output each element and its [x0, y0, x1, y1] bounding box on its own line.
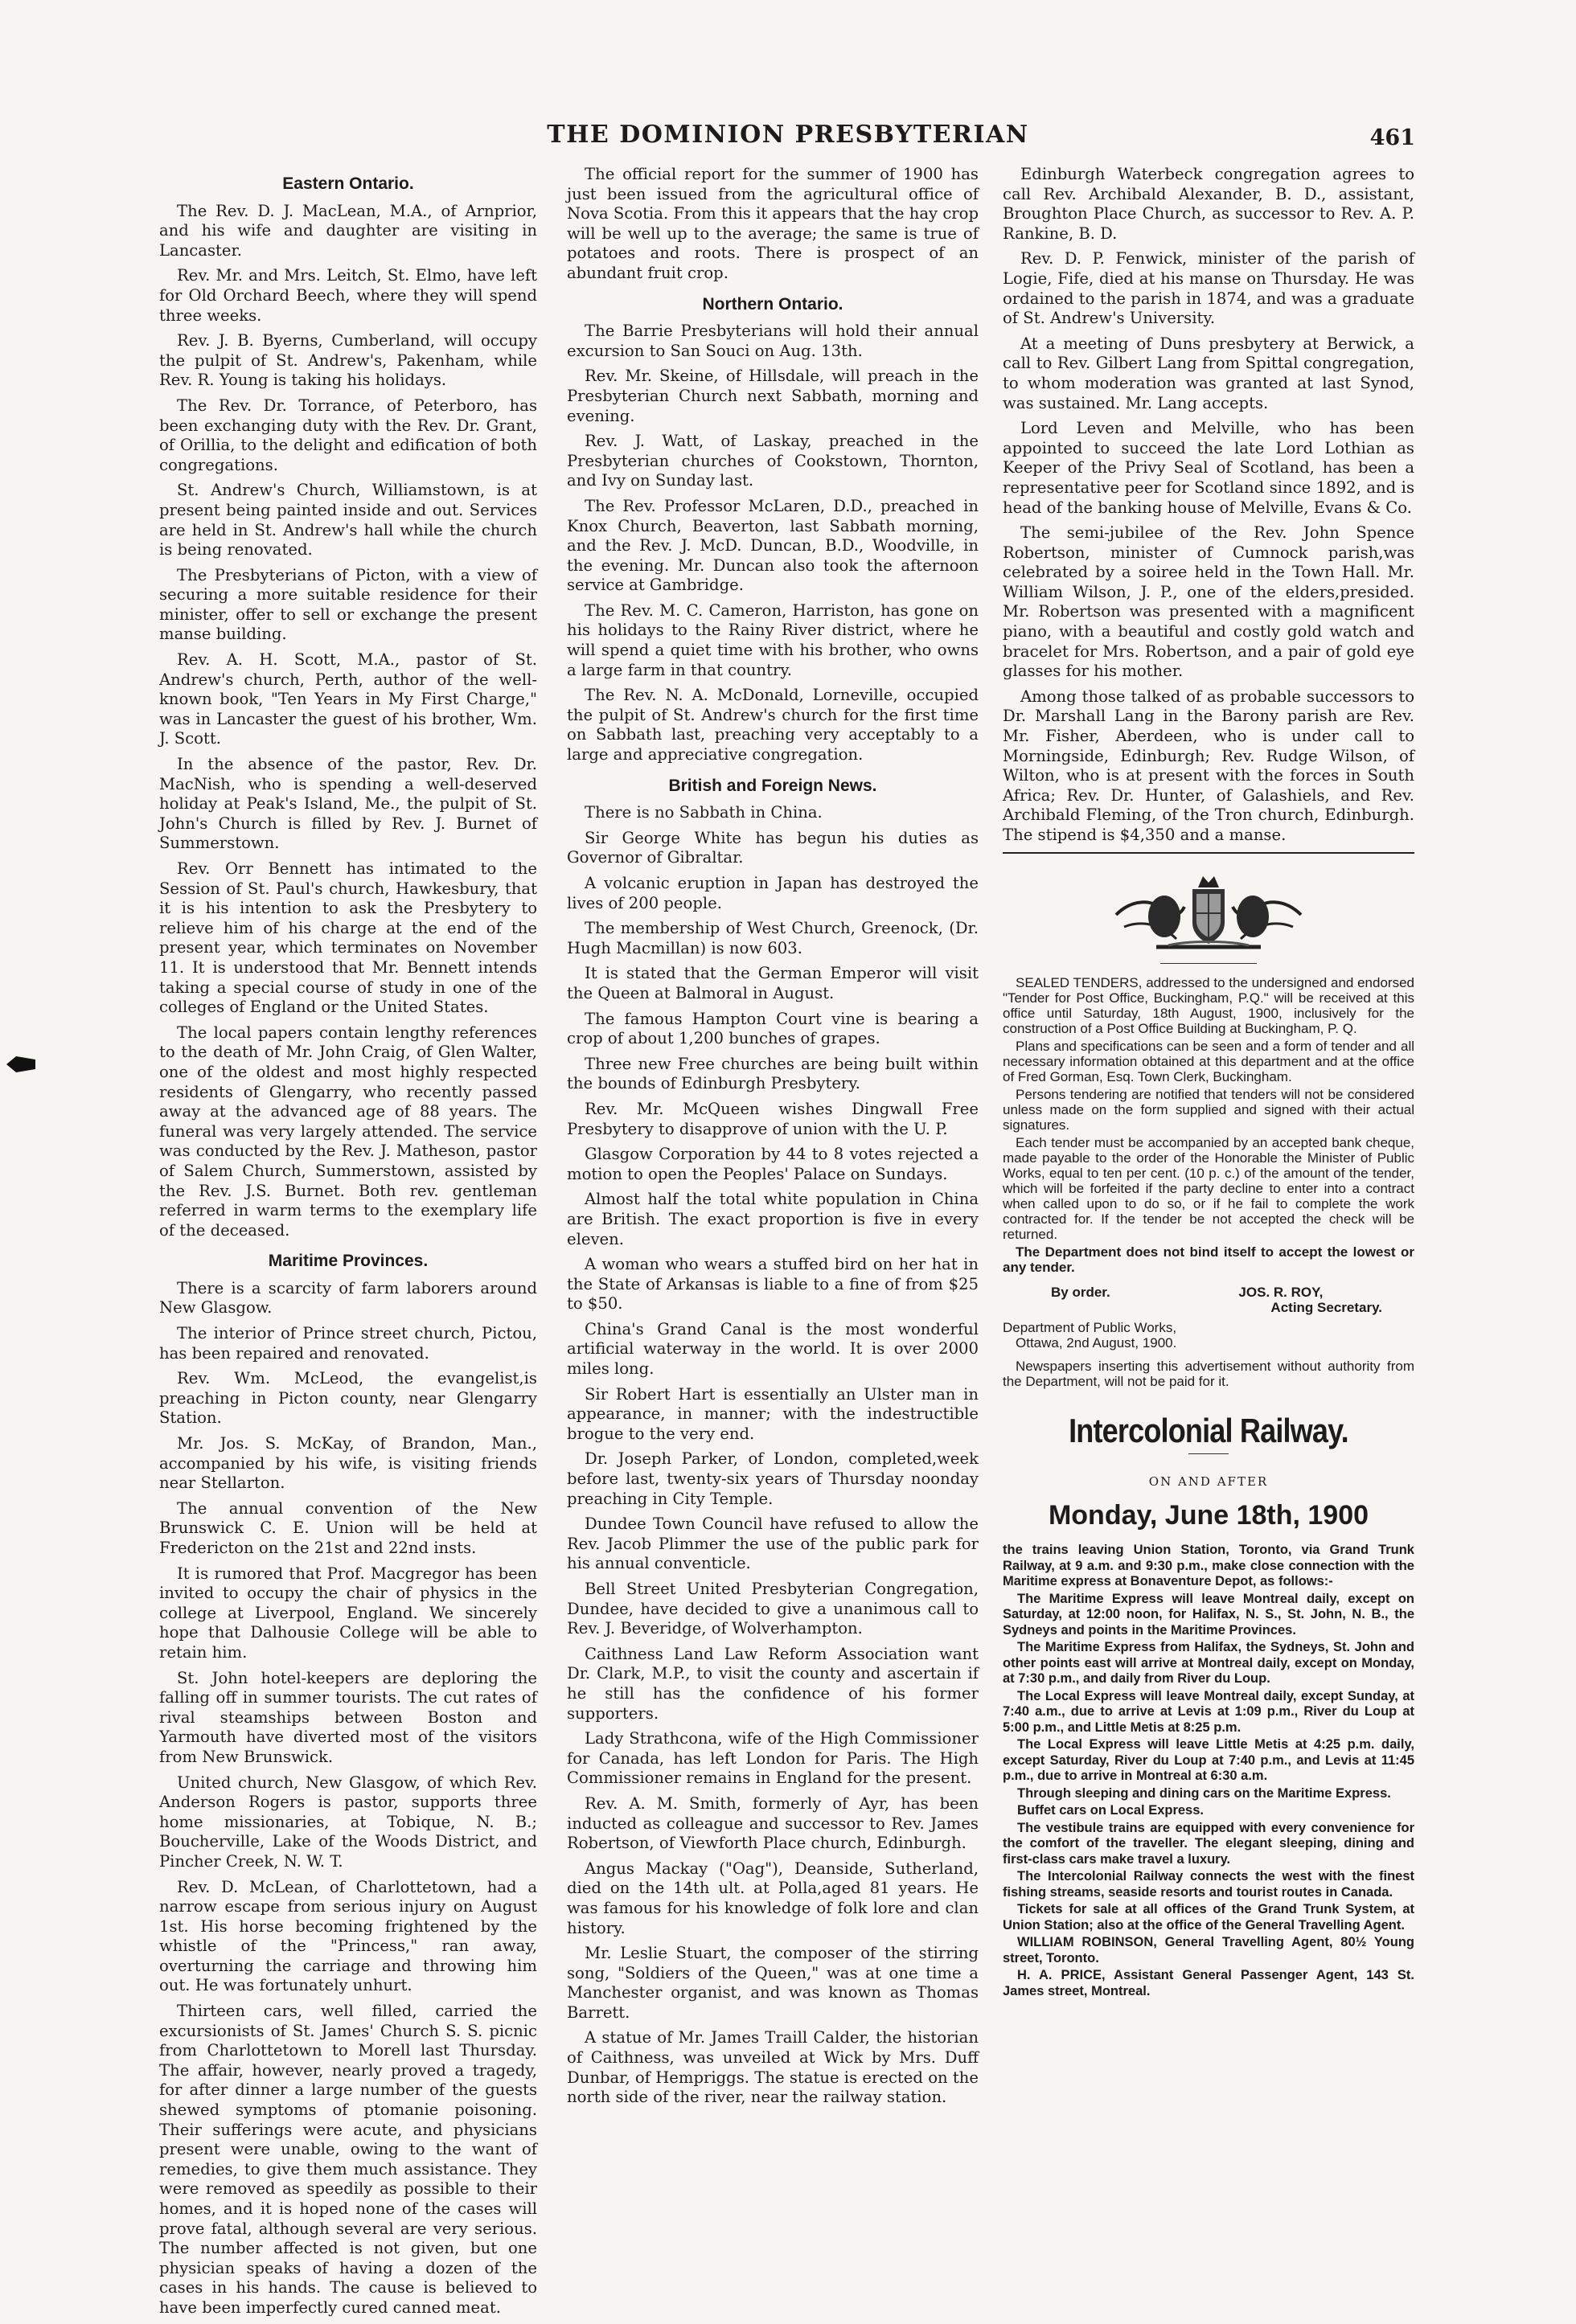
news-item: Thirteen cars, well filled, carried the excursionists of St. James' Church S. S. picnic from Charlottetown to Morell last Thursday. The affair, however, nearly proved a tragedy, for after dinner a large number of the guests shewed symptoms of ptomanie poisoning. Their sufferings were acute, and physicians present were unable, owing to the want of remedies, to give them much assistance. They were removed as speedily as possible to their homes, and it is hoped none of the cases will prove fatal, although several are very serious. The number affected is not given, but one physician speaks of having a dozen of the cases in his hands. The cause is believed to have been imperfectly cured canned meat. — [159, 2002, 537, 2317]
news-item: Caithness Land Law Reform Association want Dr. Clark, M.P., to visit the county and ascertain if he still has the confidence of his former supporters. — [567, 1644, 979, 1723]
news-item: There is a scarcity of farm laborers around New Glasgow. — [159, 1278, 537, 1318]
news-item: The local papers contain lengthy references to the death of Mr. John Craig, of Glen Walter, one of the oldest and most highly respected residents of Glengarry, who recently passed away at the advanced age of 88 years. The funeral was very largely attended. The service was conducted by the Rev. J. Matheson, pastor of Salem Church, Summerstown, assisted by the Rev. J.S. Burnet. Both rev. gentleman referred in warm terms to the exemplary life of the deceased. — [159, 1023, 537, 1240]
news-item: Rev. D. McLean, of Charlottetown, had a narrow escape from serious injury on August 1st. His horse becoming frightened by the whistle of the "Princess," ran away, overturning the carriage and throwing him out. He was fortunately unhurt. — [159, 1877, 537, 1995]
railway-paragraph: Tickets for sale at all offices of the Grand Trunk System, at Union Station; also at the office of the General Travelling Agent. — [1003, 1902, 1414, 1933]
section-heading: British and Foreign News. — [668, 776, 877, 795]
newspaper-note: Newspapers inserting this advertisement without authority from the Department, will not be paid for it. — [1003, 1358, 1414, 1389]
news-item: Dr. Joseph Parker, of London, completed,week before last, twenty-six years of Thursday noonday preaching in City Temple. — [567, 1449, 979, 1508]
column-2 — [567, 165, 979, 2113]
news-item: The famous Hampton Court vine is bearing a crop of about 1,200 bunches of grapes. — [567, 1009, 979, 1048]
royal-coat-of-arms-icon — [1108, 867, 1309, 955]
masthead-title: THE DOMINION PRESBYTERIAN — [547, 121, 1029, 149]
news-item: The membership of West Church, Greenock, (Dr. Hugh Macmillan) is now 603. — [567, 919, 979, 957]
tender-paragraph: The Department does not bind itself to accept the lowest or any tender. — [1003, 1244, 1414, 1275]
railway-body — [1003, 1543, 1414, 1999]
department-block — [1003, 1320, 1414, 1351]
railway-date: Monday, June 18th, 1900 — [1048, 1500, 1369, 1531]
news-item: Rev. Orr Bennett has intimated to the Session of St. Paul's church, Hawkesbury, that it is his intention to ask the Presbytery to relieve him of his charge at the end of the present year, which terminates on November 11. It is understood that Mr. Bennett intends taking a special course of study in one of the colleges of England or the United States. — [159, 859, 537, 1017]
news-item: Rev. D. P. Fenwick, minister of the parish of Logie, Fife, died at his manse on Thursday. He was ordained to the parish in 1874, and was a graduate of St. Andrew's University. — [1003, 249, 1414, 328]
news-item: It is stated that the German Emperor will visit the Queen at Balmoral in August. — [567, 964, 979, 1002]
news-item: St. John hotel-keepers are deploring the falling off in summer tourists. The cut rates of rival steamships between Boston and Yarmouth have diverted most of the visitors from New Brunswick. — [159, 1668, 537, 1766]
column-rule — [1003, 852, 1414, 854]
news-item: Rev. Mr. and Mrs. Leitch, St. Elmo, have left for Old Orchard Beech, where they will spend three weeks. — [159, 266, 537, 325]
news-item: Rev. Wm. McLeod, the evangelist,is preaching in Picton county, near Glengarry Station. — [159, 1369, 537, 1428]
news-item: Almost half the total white population in China are British. The exact proportion is five in every eleven. — [567, 1190, 979, 1248]
news-item: Rev. Mr. McQueen wishes Dingwall Free Presbytery to disapprove of union with the U. P. — [567, 1099, 979, 1138]
news-item: A woman who wears a stuffed bird on her hat in the State of Arkansas is liable to a fine of from $25 to $50. — [567, 1255, 979, 1314]
news-item: Sir Robert Hart is essentially an Ulster man in appearance, in manner; with the indestructible brogue to the very end. — [567, 1384, 979, 1443]
department-line: Department of Public Works, — [1003, 1319, 1177, 1335]
department-date: Ottawa, 2nd August, 1900. — [1016, 1334, 1177, 1351]
railway-subtitle: ON AND AFTER — [1148, 1474, 1269, 1489]
tender-paragraph: Persons tendering are notified that tenders will not be considered unless made on the form supplied and signed with their actual signatures. — [1003, 1086, 1414, 1133]
news-item: Dundee Town Council have refused to allow the Rev. Jacob Plimmer the use of the public park for his annual conventicle. — [567, 1514, 979, 1573]
news-item: Three new Free churches are being built within the bounds of Edinburgh Presbytery. — [567, 1054, 979, 1093]
news-item: The Presbyterians of Picton, with a view of securing a more suitable residence for their minister, offer to sell or exchange the present manse building. — [159, 565, 537, 644]
railway-paragraph: H. A. PRICE, Assistant General Passenger Agent, 143 St. James street, Montreal. — [1003, 1968, 1414, 1998]
news-item: There is no Sabbath in China. — [585, 803, 823, 822]
railway-title: Intercolonial Railway. — [1069, 1411, 1348, 1449]
tender-advertisement — [1003, 975, 1414, 1389]
news-item: Rev. J. B. Byerns, Cumberland, will occupy the pulpit of St. Andrew's, Pakenham, while Rev. R. Young is taking his holidays. — [159, 331, 537, 390]
news-item: Mr. Jos. S. McKay, of Brandon, Man., accompanied by his wife, is visiting friends near Stellarton. — [159, 1434, 537, 1493]
railway-paragraph: The Maritime Express from Halifax, the Sydneys, St. John and other points east will arrive at Montreal daily, except on Monday, at 7:30 p.m., and daily from River du Loup. — [1003, 1640, 1414, 1687]
news-item: The Rev. M. C. Cameron, Harriston, has gone on his holidays to the Rainy River district, where he will spend a quiet time with his brother, who owns a large farm in that country. — [567, 600, 979, 679]
news-item: The annual convention of the New Brunswick C. E. Union will be held at Fredericton on the 21st and 22nd insts. — [159, 1498, 537, 1557]
signature-block — [1003, 1285, 1414, 1315]
news-item: Rev. J. Watt, of Laskay, preached in the Presbyterian churches of Cookstown, Thornton, and Ivy on Sunday last. — [567, 432, 979, 490]
news-item: The Barrie Presbyterians will hold their annual excursion to San Souci on Aug. 13th. — [567, 322, 979, 360]
railway-paragraph: Buffet cars on Local Express. — [1017, 1803, 1204, 1818]
railway-paragraph: The Local Express will leave Little Metis at 4:25 p.m. daily, except Saturday, River du Loup at 7:40 p.m., and Levis at 11:45 p.m., due to arrive in Montreal at 6:30 a.m. — [1003, 1737, 1414, 1784]
news-item: A statue of Mr. James Traill Calder, the historian of Caithness, was unveiled at Wick by Mrs. Duff Dunbar, of Hempriggs. The statue is erected on the north side of the river, near the railway station. — [567, 2028, 979, 2107]
section-heading: Northern Ontario. — [702, 294, 843, 314]
news-item: China's Grand Canal is the most wonderful artificial waterway in the world. It is over 2000 miles long. — [567, 1319, 979, 1379]
by-order-label: By order. — [1051, 1284, 1110, 1300]
divider — [1188, 1453, 1229, 1454]
tender-paragraph: Each tender must be accompanied by an accepted bank cheque, made payable to the order of the Honorable the Minister of Public Works, equal to ten per cent. (10 p. c.) of the amount of the tender, which will be forfeited if the party decline to enter into a contract when called upon to do so, or if he fail to complete the work contracted for. If the tender be not accepted the check will be returned. — [1003, 1134, 1414, 1242]
railway-advertisement — [1003, 1412, 1414, 2000]
railway-paragraph: the trains leaving Union Station, Toronto, via Grand Trunk Railway, at 9 a.m. and 9:30 p.m., make close connection with the Maritime express at Bonaventure Depot, as follows:- — [1003, 1543, 1414, 1589]
tender-paragraph: Plans and specifications can be seen and a form of tender and all necessary information obtained at this department and at the office of Fred Gorman, Esq. Town Clerk, Buckingham. — [1003, 1038, 1414, 1084]
news-item: Bell Street United Presbyterian Congregation, Dundee, have decided to give a unanimous call to Rev. J. Beveridge, of Wolverhampton. — [567, 1580, 979, 1638]
news-item: The Rev. N. A. McDonald, Lorneville, occupied the pulpit of St. Andrew's church for the first time on Sabbath last, preaching very acceptably to a large and appreciative congregation. — [567, 686, 979, 764]
news-item: The official report for the summer of 1900 has just been issued from the agricultural office of Nova Scotia. From this it appears that the hay crop will be well up to the average; the same is true of potatoes and roots. There is prospect of an abundant fruit crop. — [567, 165, 979, 282]
news-item: Lady Strathcona, wife of the High Commissioner for Canada, has left London for Paris. The High Commissioner remains in England for the present. — [567, 1729, 979, 1788]
signer-block — [1238, 1285, 1414, 1315]
news-item: The Rev. Dr. Torrance, of Peterboro, has been exchanging duty with the Rev. Dr. Grant, of Orillia, to the delight and edification of both congregations. — [159, 396, 537, 474]
news-item: A volcanic eruption in Japan has destroyed the lives of 200 people. — [567, 874, 979, 912]
news-item: The semi-jubilee of the Rev. John Spence Robertson, minister of Cumnock parish,was celebrated by a soiree held in the Town Hall. Mr. William Wilson, J. P., one of the elders,presided. Mr. Robertson was presented with a magnificent piano, with a beautiful and costly gold watch and bracelet for Mrs. Robertson, and a pair of gold eye glasses for his mother. — [1003, 523, 1414, 681]
news-item: Lord Leven and Melville, who has been appointed to succeed the late Lord Lothian as Keeper of the Privy Seal of Scotland, has been a representative peer for Scotland since 1892, and is head of the banking house of Melville, Evans & Co. — [1003, 419, 1414, 517]
news-item: United church, New Glasgow, of which Rev. Anderson Rogers is pastor, supports three home missionaries, at Tobique, N. B.; Boucherville, Lake of the Woods District, and Pincher Creek, N. W. T. — [159, 1773, 537, 1871]
margin-arrow-mark — [5, 1051, 37, 1077]
news-item: At a meeting of Duns presbytery at Berwick, a call to Rev. Gilbert Lang from Spittal congregation, to whom moderation was granted at last Synod, was sustained. Mr. Lang accepts. — [1003, 334, 1414, 412]
news-item: Edinburgh Waterbeck congregation agrees to call Rev. Archibald Alexander, B. D., assistant, Broughton Place Church, as successor to Rev. A. P. Rankine, B. D. — [1003, 165, 1414, 243]
news-item: Rev. A. H. Scott, M.A., pastor of St. Andrew's church, Perth, author of the well-known book, "Ten Years in My First Charge," was in Lancaster the guest of his brother, Wm. J. Scott. — [159, 650, 537, 748]
column-1 — [159, 165, 537, 2324]
railway-paragraph: The Local Express will leave Montreal daily, except Sunday, at 7:40 a.m., due to arrive at Levis at 1:09 p.m., River du Loup at 5:00 p.m., and Little Metis at 8:25 p.m. — [1003, 1688, 1414, 1735]
news-item: Glasgow Corporation by 44 to 8 votes rejected a motion to open the Peoples' Palace on Sundays. — [567, 1145, 979, 1183]
signer-title: Acting Secretary. — [1270, 1299, 1382, 1315]
news-item: Among those talked of as probable successors to Dr. Marshall Lang in the Barony parish are Rev. Mr. Fisher, Aberdeen, who is under call to Morningside, Edinburgh; Rev. Rudge Wilson, of Wilton, who is at present with the forces in South Africa; Rev. Dr. Hunter, of Galashiels, and Rev. Archibald Fleming, of the Tron church, Edinburgh. The stipend is $4,350 and a manse. — [1003, 687, 1414, 844]
page-number: 461 — [1369, 125, 1415, 150]
news-item: Rev. Mr. Skeine, of Hillsdale, will preach in the Presbyterian Church next Sabbath, morning and evening. — [567, 367, 979, 425]
railway-paragraph: WILLIAM ROBINSON, General Travelling Agent, 80½ Young street, Toronto. — [1003, 1935, 1414, 1965]
news-item: Sir George White has begun his duties as Governor of Gibraltar. — [567, 828, 979, 867]
news-item: Angus Mackay ("Oag"), Deanside, Sutherland, died on the 14th ult. at Polla,aged 81 years. He was famous for his knowledge of folk lore and clan history. — [567, 1859, 979, 1937]
news-item: The Rev. Professor McLaren, D.D., preached in Knox Church, Beaverton, last Sabbath morning, and the Rev. J. McD. Duncan, B.D., Woodville, in the evening. Mr. Duncan also took the afternoon service at Gambridge. — [567, 496, 979, 595]
section-heading: Eastern Ontario. — [282, 174, 414, 193]
news-item: The Rev. D. J. MacLean, M.A., of Arnprior, and his wife and daughter are visiting in Lancaster. — [159, 201, 537, 260]
railway-paragraph: The vestibule trains are equipped with every convenience for the comfort of the traveller. The elegant sleeping, dining and first-class cars make travel a luxury. — [1003, 1820, 1414, 1867]
section-heading: Maritime Provinces. — [268, 1252, 429, 1271]
railway-paragraph: The Intercolonial Railway connects the west with the finest fishing streams, seaside resorts and tourist routes in Canada. — [1003, 1869, 1414, 1900]
signer-name: JOS. R. ROY, — [1238, 1284, 1324, 1300]
news-item: St. Andrew's Church, Williamstown, is at present being painted inside and out. Services are held in St. Andrew's hall while the church is being renovated. — [159, 481, 537, 559]
news-item: Rev. A. M. Smith, formerly of Ayr, has been inducted as colleague and successor to Rev. James Robertson, of Viewforth Place church, Edinburgh. — [567, 1793, 979, 1853]
news-item: Mr. Leslie Stuart, the composer of the stirring song, "Soldiers of the Queen," was at one time a Manchester organist, and was known as Thomas Barrett. — [567, 1944, 979, 2022]
tender-paragraph: SEALED TENDERS, addressed to the undersigned and endorsed "Tender for Post Office, Buckingham, P.Q." will be received at this office until Saturday, 18th August, 1900, inclusively for the construction of a Post Office Building at Buckingham, P. Q. — [1003, 974, 1414, 1036]
news-item: The interior of Prince street church, Pictou, has been repaired and renovated. — [159, 1324, 537, 1363]
railway-paragraph: Through sleeping and dining cars on the Maritime Express. — [1017, 1785, 1391, 1801]
news-item: It is rumored that Prof. Macgregor has been invited to occupy the chair of physics in the college at Liverpool, England. We sincerely hope that Dalhousie College will be able to retain him. — [159, 1564, 537, 1662]
column-3 — [1003, 165, 1414, 2001]
divider — [1160, 963, 1257, 964]
news-item: In the absence of the pastor, Rev. Dr. MacNish, who is spending a well-deserved holiday at Peak's Island, Me., the pulpit of St. John's Church is filled by Rev. J. Burnet of Summerstown. — [159, 755, 537, 853]
railway-paragraph: The Maritime Express will leave Montreal daily, except on Saturday, at 12:00 noon, for Halifax, N. S., St. John, N. B., the Sydneys and points in the Maritime Provinces. — [1003, 1591, 1414, 1637]
